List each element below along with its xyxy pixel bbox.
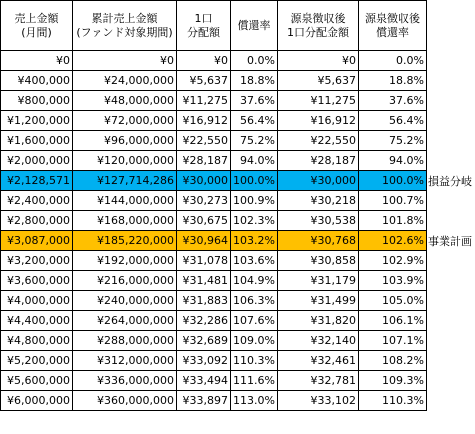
distribution-cell: ¥31,078 xyxy=(177,251,231,271)
cumulative-sales-cell: ¥72,000,000 xyxy=(73,111,177,131)
redemption-rate-cell: 18.8% xyxy=(231,71,278,91)
redemption-rate-cell: 0.0% xyxy=(231,51,278,71)
table-row xyxy=(1,351,427,371)
redemption-rate-cell: 102.3% xyxy=(231,211,278,231)
after-tax-rate-cell: 56.4% xyxy=(358,111,426,131)
table-row xyxy=(1,391,427,411)
table-row xyxy=(1,231,427,251)
monthly-sales-cell: ¥0 xyxy=(1,51,73,71)
monthly-sales-cell: ¥4,400,000 xyxy=(1,311,73,331)
redemption-rate-cell: 109.0% xyxy=(231,331,278,351)
redemption-rate-cell: 103.2% xyxy=(231,231,278,251)
cumulative-sales-cell: ¥127,714,286 xyxy=(73,171,177,191)
redemption-rate-cell: 100.0% xyxy=(231,171,278,191)
after-tax-rate-cell: 100.0% xyxy=(358,171,426,191)
distribution-cell: ¥33,092 xyxy=(177,351,231,371)
after-tax-rate-cell: 106.1% xyxy=(358,311,426,331)
distribution-cell: ¥33,897 xyxy=(177,391,231,411)
after-tax-distribution-cell: ¥33,102 xyxy=(277,391,358,411)
after-tax-distribution-cell: ¥5,637 xyxy=(277,71,358,91)
monthly-sales-cell: ¥3,600,000 xyxy=(1,271,73,291)
distribution-cell: ¥22,550 xyxy=(177,131,231,151)
monthly-sales-cell: ¥1,200,000 xyxy=(1,111,73,131)
distribution-cell: ¥31,481 xyxy=(177,271,231,291)
monthly-sales-cell: ¥2,128,571 xyxy=(1,171,73,191)
redemption-rate-cell: 94.0% xyxy=(231,151,278,171)
cumulative-sales-cell: ¥192,000,000 xyxy=(73,251,177,271)
redemption-rate-cell: 75.2% xyxy=(231,131,278,151)
monthly-sales-cell: ¥3,200,000 xyxy=(1,251,73,271)
table-row xyxy=(1,271,427,291)
redemption-rate-cell: 113.0% xyxy=(231,391,278,411)
cumulative-sales-cell: ¥0 xyxy=(73,51,177,71)
cumulative-sales-cell: ¥120,000,000 xyxy=(73,151,177,171)
monthly-sales-cell: ¥6,000,000 xyxy=(1,391,73,411)
after-tax-distribution-cell: ¥32,140 xyxy=(277,331,358,351)
distribution-cell: ¥0 xyxy=(177,51,231,71)
distribution-cell: ¥30,000 xyxy=(177,171,231,191)
table-row xyxy=(1,91,427,111)
cumulative-sales-cell: ¥144,000,000 xyxy=(73,191,177,211)
header-distribution-per-unit: 1口 分配額 xyxy=(177,1,231,51)
cumulative-sales-cell: ¥360,000,000 xyxy=(73,391,177,411)
redemption-rate-cell: 104.9% xyxy=(231,271,278,291)
after-tax-rate-cell: 100.7% xyxy=(358,191,426,211)
monthly-sales-cell: ¥2,400,000 xyxy=(1,191,73,211)
header-cumulative-sales: 累計売上金額 (ファンド対象期間) xyxy=(73,1,177,51)
redemption-rate-cell: 56.4% xyxy=(231,111,278,131)
distribution-cell: ¥5,637 xyxy=(177,71,231,91)
table-row xyxy=(1,111,427,131)
after-tax-rate-cell: 18.8% xyxy=(358,71,426,91)
cumulative-sales-cell: ¥216,000,000 xyxy=(73,271,177,291)
distribution-cell: ¥28,187 xyxy=(177,151,231,171)
row-side-label: 損益分岐 xyxy=(428,175,472,188)
cumulative-sales-cell: ¥336,000,000 xyxy=(73,371,177,391)
after-tax-rate-cell: 105.0% xyxy=(358,291,426,311)
distribution-cell: ¥31,883 xyxy=(177,291,231,311)
after-tax-rate-cell: 107.1% xyxy=(358,331,426,351)
header-after-tax-distribution: 源泉徴収後 1口分配金額 xyxy=(277,1,358,51)
after-tax-distribution-cell: ¥31,499 xyxy=(277,291,358,311)
monthly-sales-cell: ¥5,600,000 xyxy=(1,371,73,391)
header-redemption-rate: 償還率 xyxy=(231,1,278,51)
table-row xyxy=(1,291,427,311)
table-row xyxy=(1,191,427,211)
after-tax-distribution-cell: ¥11,275 xyxy=(277,91,358,111)
table-row xyxy=(1,131,427,151)
after-tax-rate-cell: 102.9% xyxy=(358,251,426,271)
distribution-cell: ¥32,689 xyxy=(177,331,231,351)
distribution-cell: ¥30,273 xyxy=(177,191,231,211)
after-tax-rate-cell: 0.0% xyxy=(358,51,426,71)
cumulative-sales-cell: ¥288,000,000 xyxy=(73,331,177,351)
after-tax-distribution-cell: ¥28,187 xyxy=(277,151,358,171)
table-row xyxy=(1,211,427,231)
row-side-label: 事業計画 xyxy=(428,235,472,248)
redemption-rate-cell: 37.6% xyxy=(231,91,278,111)
distribution-cell: ¥16,912 xyxy=(177,111,231,131)
after-tax-distribution-cell: ¥30,218 xyxy=(277,191,358,211)
after-tax-distribution-cell: ¥30,000 xyxy=(277,171,358,191)
redemption-rate-cell: 106.3% xyxy=(231,291,278,311)
distribution-cell: ¥30,964 xyxy=(177,231,231,251)
redemption-rate-cell: 103.6% xyxy=(231,251,278,271)
after-tax-rate-cell: 37.6% xyxy=(358,91,426,111)
after-tax-distribution-cell: ¥32,781 xyxy=(277,371,358,391)
distribution-cell: ¥30,675 xyxy=(177,211,231,231)
cumulative-sales-cell: ¥264,000,000 xyxy=(73,311,177,331)
table-row xyxy=(1,251,427,271)
monthly-sales-cell: ¥400,000 xyxy=(1,71,73,91)
table-row xyxy=(1,71,427,91)
header-after-tax-redemption-rate: 源泉徴収後 償還率 xyxy=(358,1,426,51)
monthly-sales-cell: ¥2,800,000 xyxy=(1,211,73,231)
distribution-cell: ¥11,275 xyxy=(177,91,231,111)
after-tax-distribution-cell: ¥31,179 xyxy=(277,271,358,291)
after-tax-rate-cell: 75.2% xyxy=(358,131,426,151)
redemption-rate-cell: 110.3% xyxy=(231,351,278,371)
after-tax-rate-cell: 94.0% xyxy=(358,151,426,171)
cumulative-sales-cell: ¥24,000,000 xyxy=(73,71,177,91)
after-tax-distribution-cell: ¥22,550 xyxy=(277,131,358,151)
cumulative-sales-cell: ¥48,000,000 xyxy=(73,91,177,111)
monthly-sales-cell: ¥4,800,000 xyxy=(1,331,73,351)
cumulative-sales-cell: ¥96,000,000 xyxy=(73,131,177,151)
redemption-rate-cell: 100.9% xyxy=(231,191,278,211)
header-row xyxy=(1,1,427,51)
cumulative-sales-cell: ¥312,000,000 xyxy=(73,351,177,371)
monthly-sales-cell: ¥5,200,000 xyxy=(1,351,73,371)
table-row xyxy=(1,151,427,171)
redemption-rate-cell: 111.6% xyxy=(231,371,278,391)
after-tax-distribution-cell: ¥0 xyxy=(277,51,358,71)
after-tax-distribution-cell: ¥31,820 xyxy=(277,311,358,331)
redemption-rate-cell: 107.6% xyxy=(231,311,278,331)
monthly-sales-cell: ¥800,000 xyxy=(1,91,73,111)
after-tax-rate-cell: 101.8% xyxy=(358,211,426,231)
after-tax-rate-cell: 102.6% xyxy=(358,231,426,251)
table-row xyxy=(1,311,427,331)
after-tax-rate-cell: 110.3% xyxy=(358,391,426,411)
after-tax-rate-cell: 108.2% xyxy=(358,351,426,371)
table-row xyxy=(1,171,427,191)
after-tax-distribution-cell: ¥16,912 xyxy=(277,111,358,131)
after-tax-distribution-cell: ¥32,461 xyxy=(277,351,358,371)
cumulative-sales-cell: ¥185,220,000 xyxy=(73,231,177,251)
table-row xyxy=(1,51,427,71)
after-tax-distribution-cell: ¥30,858 xyxy=(277,251,358,271)
monthly-sales-cell: ¥4,000,000 xyxy=(1,291,73,311)
monthly-sales-cell: ¥3,087,000 xyxy=(1,231,73,251)
table-row xyxy=(1,371,427,391)
cumulative-sales-cell: ¥168,000,000 xyxy=(73,211,177,231)
cumulative-sales-cell: ¥240,000,000 xyxy=(73,291,177,311)
distribution-cell: ¥32,286 xyxy=(177,311,231,331)
after-tax-distribution-cell: ¥30,768 xyxy=(277,231,358,251)
after-tax-rate-cell: 109.3% xyxy=(358,371,426,391)
header-monthly-sales: 売上金額 (月間) xyxy=(1,1,73,51)
monthly-sales-cell: ¥1,600,000 xyxy=(1,131,73,151)
monthly-sales-cell: ¥2,000,000 xyxy=(1,151,73,171)
distribution-cell: ¥33,494 xyxy=(177,371,231,391)
table-row xyxy=(1,331,427,351)
after-tax-rate-cell: 103.9% xyxy=(358,271,426,291)
after-tax-distribution-cell: ¥30,538 xyxy=(277,211,358,231)
